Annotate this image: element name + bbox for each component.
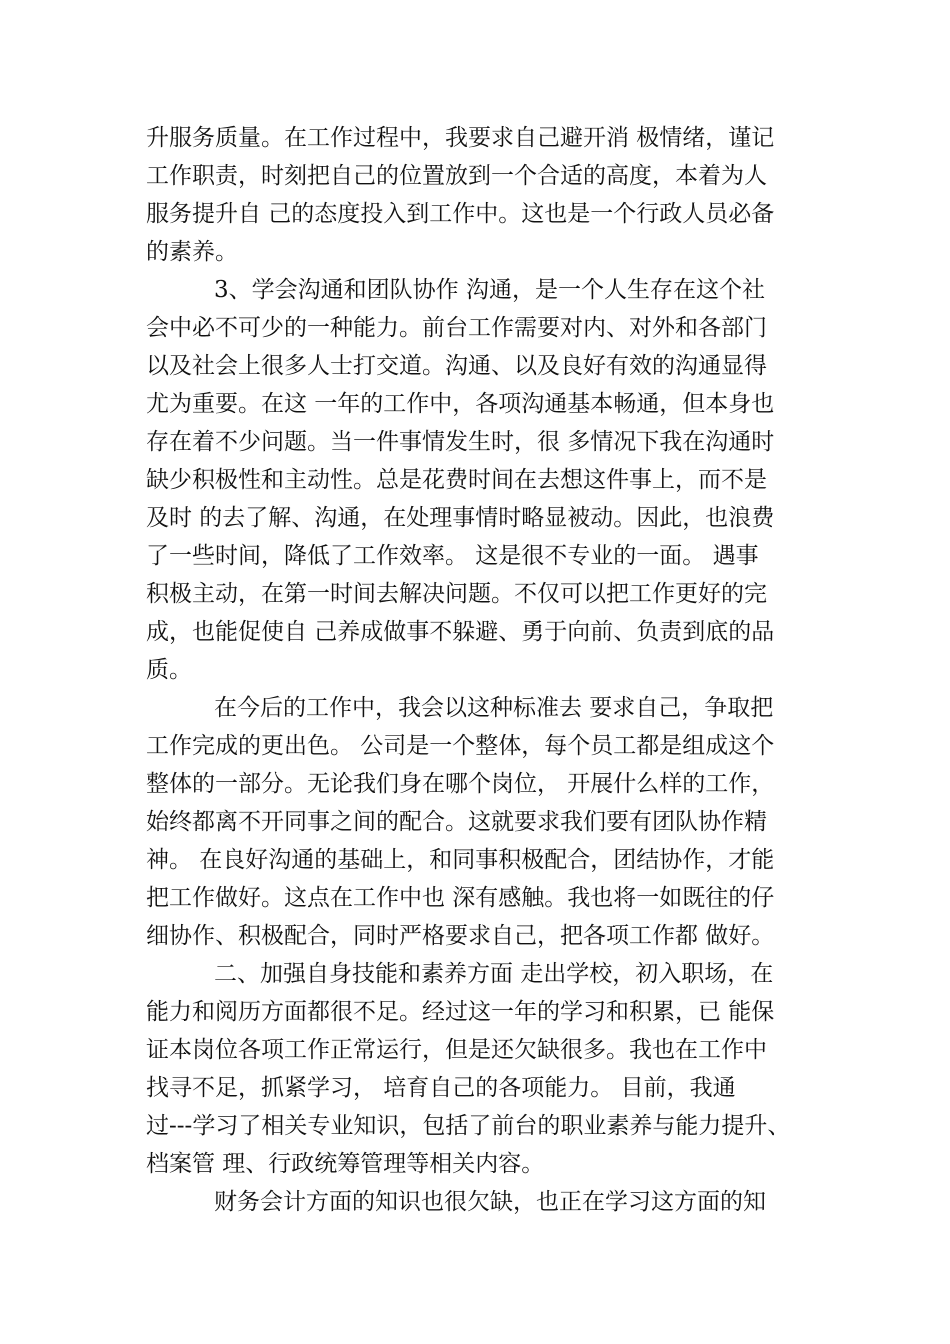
text-line: 了一些时间，降低了工作效率。 这是很不专业的一面。 遇事: [146, 543, 759, 569]
text-line: 会中必不可少的一种能力。前台工作需要对内、对外和各部门: [146, 315, 767, 341]
text-line: 财务会计方面的知识也很欠缺，也正在学习这方面的知: [214, 1189, 766, 1215]
text-line: 存在着不少问题。当一件事情发生时，很 多情况下我在沟通时: [146, 429, 775, 455]
text-line: 工作完成的更出色。 公司是一个整体，每个员工都是组成这个: [146, 733, 775, 759]
text-line: 服务提升自 己的态度投入到工作中。这也是一个行政人员必备: [146, 201, 775, 227]
text-line: 细协作、积极配合，同时严格要求自己，把各项工作都 做好。: [146, 923, 775, 949]
text-line: 整体的一部分。无论我们身在哪个岗位， 开展什么样的工作，: [146, 771, 775, 797]
text-line: 3、学会沟通和团队协作 沟通，是一个人生存在这个社: [214, 277, 765, 303]
text-line: 的素养。: [146, 239, 238, 265]
text-line: 成，也能促使自 己养成做事不躲避、勇于向前、负责到底的品: [146, 619, 775, 645]
text-line: 质。: [146, 657, 192, 683]
text-line: 找寻不足，抓紧学习， 培育自己的各项能力。 目前，我通: [146, 1075, 736, 1101]
text-line: 过---学习了相关专业知识，包括了前台的职业素养与能力提升、: [146, 1113, 791, 1139]
text-line: 二、加强自身技能和素养方面 走出学校，初入职场，在: [214, 961, 774, 987]
text-line: 能力和阅历方面都很不足。经过这一年的学习和积累，已 能保: [146, 999, 775, 1025]
text-line: 尤为重要。在这 一年的工作中，各项沟通基本畅通，但本身也: [146, 391, 775, 417]
text-line: 证本岗位各项工作正常运行，但是还欠缺很多。我也在工作中: [146, 1037, 767, 1063]
text-line: 始终都离不开同事之间的配合。这就要求我们要有团队协作精: [146, 809, 767, 835]
text-line: 积极主动，在第一时间去解决问题。不仅可以把工作更好的完: [146, 581, 767, 607]
text-line: 档案管 理、行政统筹管理等相关内容。: [146, 1151, 545, 1177]
text-line: 工作职责，时刻把自己的位置放到一个合适的高度，本着为人: [146, 163, 767, 189]
text-line: 及时 的去了解、沟通，在处理事情时略显被动。因此，也浪费: [146, 505, 775, 531]
text-line: 把工作做好。这点在工作中也 深有感触。我也将一如既往的仔: [146, 885, 775, 911]
text-line: 升服务质量。在工作过程中，我要求自己避开消 极情绪，谨记: [146, 125, 775, 151]
text-line: 在今后的工作中，我会以这种标准去 要求自己，争取把: [214, 695, 774, 721]
text-line: 缺少积极性和主动性。总是花费时间在去想这件事上，而不是: [146, 467, 767, 493]
text-line: 神。 在良好沟通的基础上，和同事积极配合，团结协作，才能: [146, 847, 775, 873]
text-line: 以及社会上很多人士打交道。沟通、以及良好有效的沟通显得: [146, 353, 767, 379]
